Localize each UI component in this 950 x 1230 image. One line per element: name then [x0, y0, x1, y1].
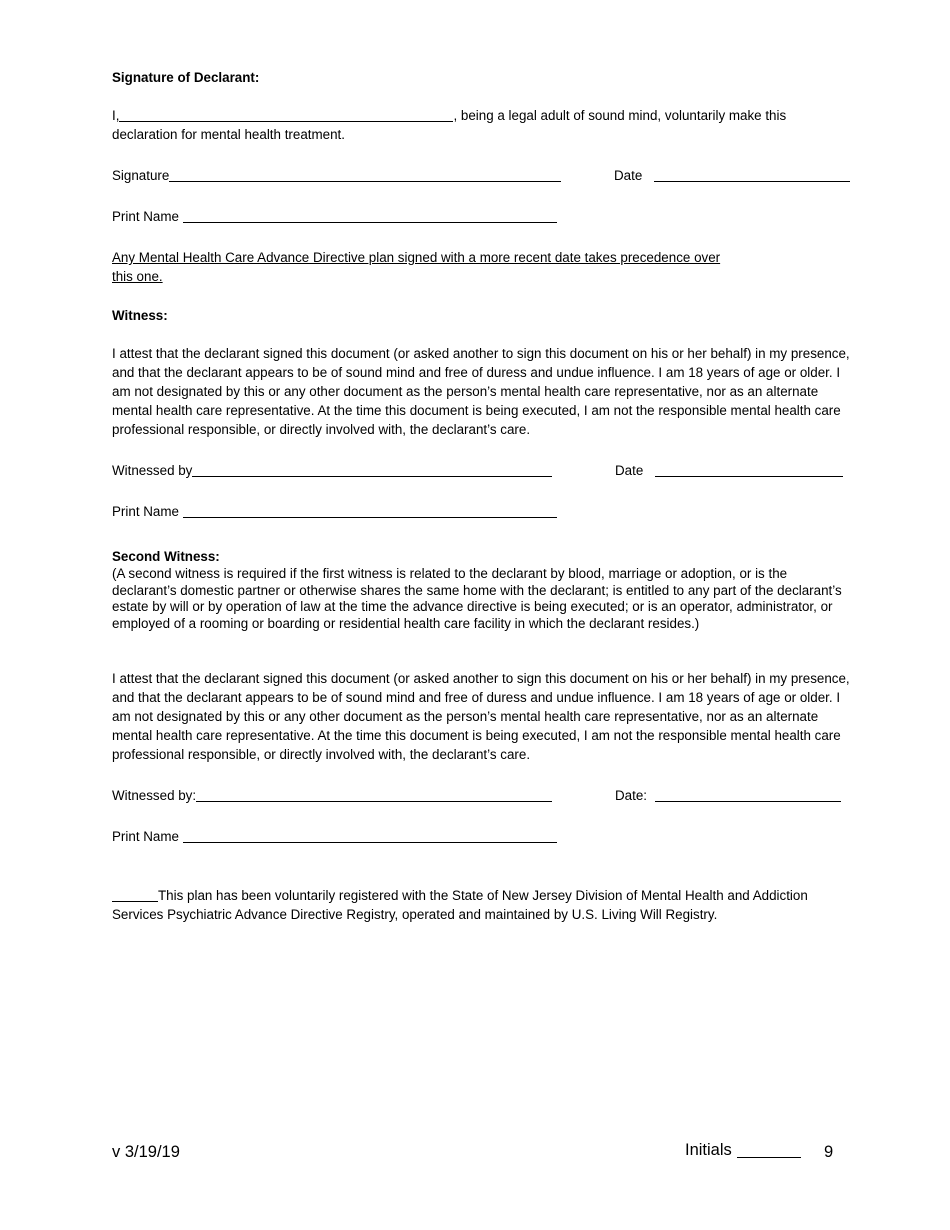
second-witness-attestation: I attest that the declarant signed this document (or asked another to sign this document on his or her behalf) in my presence, and that the declarant appears to be of sound mind and free of duress and undue influence. I am 18 years of age or older. I am not designated by this or any other document as the person’s mental health care representative, nor as an alternate mental health care representative. At the time this document is being executed, I am not the responsible mental health care professional responsible, or directly involved with, the declarant’s care.: [112, 671, 850, 762]
precedence-note-line1: Any Mental Health Care Advance Directive plan signed with a more recent date takes precedence over: [112, 250, 721, 265]
version-label: v 3/19/19: [112, 1143, 180, 1161]
witness-signature-row: [112, 461, 552, 480]
date-label: Date: [614, 168, 643, 183]
initials-label: Initials: [685, 1141, 732, 1159]
witness-date-row: [615, 461, 843, 480]
witness-attestation: I attest that the declarant signed this document (or asked another to sign this document on his or her behalf) in my presence, and that the declarant appears to be of sound mind and free of duress and undue influence. I am 18 years of age or older. I am not designated by this or any other document as the person’s mental health care representative, nor as an alternate mental health care representative. At the time this document is being executed, I am not the responsible mental health care professional responsible, or directly involved with, the declarant’s care.: [112, 346, 850, 437]
intro-prefix: I,: [112, 108, 120, 123]
initials-row: [685, 1139, 801, 1161]
signature-label: Signature: [112, 168, 170, 183]
registry-checkbox-line[interactable]: [112, 887, 158, 902]
declarant-intro-line2: declaration for mental health treatment.: [112, 127, 345, 142]
declarant-date-row: [614, 166, 850, 185]
initials-line[interactable]: [737, 1141, 801, 1158]
witness-heading: Witness:: [112, 308, 168, 323]
witness-date-line[interactable]: [655, 461, 843, 477]
second-witness-date-line[interactable]: [655, 786, 841, 802]
declarant-print-name-line[interactable]: [183, 207, 557, 223]
precedence-note-line2: this one.: [112, 269, 163, 284]
witnessed-by-label: Witnessed by: [112, 463, 193, 478]
second-witness-signature-row: [112, 786, 552, 805]
declarant-name-line[interactable]: [119, 106, 453, 122]
registry-text: This plan has been voluntarily registered with the State of New Jersey Division of Mental Health and Addiction Services Psychiatric Advance Directive Registry, operated and maintained by U.S. Living Will Registry.: [112, 888, 808, 922]
date-label: Date: [615, 463, 644, 478]
date-label: Date:: [615, 788, 648, 803]
print-name-label: Print Name: [112, 829, 179, 844]
declarant-intro: [112, 106, 786, 125]
signature-line[interactable]: [169, 166, 561, 182]
second-witness-date-row: [615, 786, 841, 805]
page-number: 9: [824, 1143, 834, 1161]
print-name-label: Print Name: [112, 209, 179, 224]
declarant-print-name-row: [112, 207, 557, 226]
second-witness-print-name-row: [112, 827, 557, 846]
registry-statement: [112, 886, 852, 924]
witness-print-name-row: [112, 502, 557, 521]
declarant-date-line[interactable]: [654, 166, 850, 182]
print-name-label: Print Name: [112, 504, 179, 519]
declarant-signature-row: [112, 166, 561, 185]
intro-suffix: , being a legal adult of sound mind, voluntarily make this: [453, 108, 787, 123]
witnessed-by-label: Witnessed by:: [112, 788, 197, 803]
second-witness-signature-line[interactable]: [196, 786, 552, 802]
second-witness-print-name-line[interactable]: [183, 827, 557, 843]
second-witness-requirement: (A second witness is required if the first witness is related to the declarant by blood, marriage or adoption, or is the declarant’s domestic partner or otherwise shares the same home with the declarant; is entitled to any part of the declarant’s estate by will or by operation of law at the time the advance directive is being executed; or is an operator, administrator, or employed of a rooming or boarding or residential health care facility in which the declarant resides.): [112, 566, 842, 631]
declarant-heading: Signature of Declarant:: [112, 70, 260, 85]
witness-print-name-line[interactable]: [183, 502, 557, 518]
second-witness-heading: Second Witness:: [112, 549, 220, 564]
witness-signature-line[interactable]: [192, 461, 552, 477]
